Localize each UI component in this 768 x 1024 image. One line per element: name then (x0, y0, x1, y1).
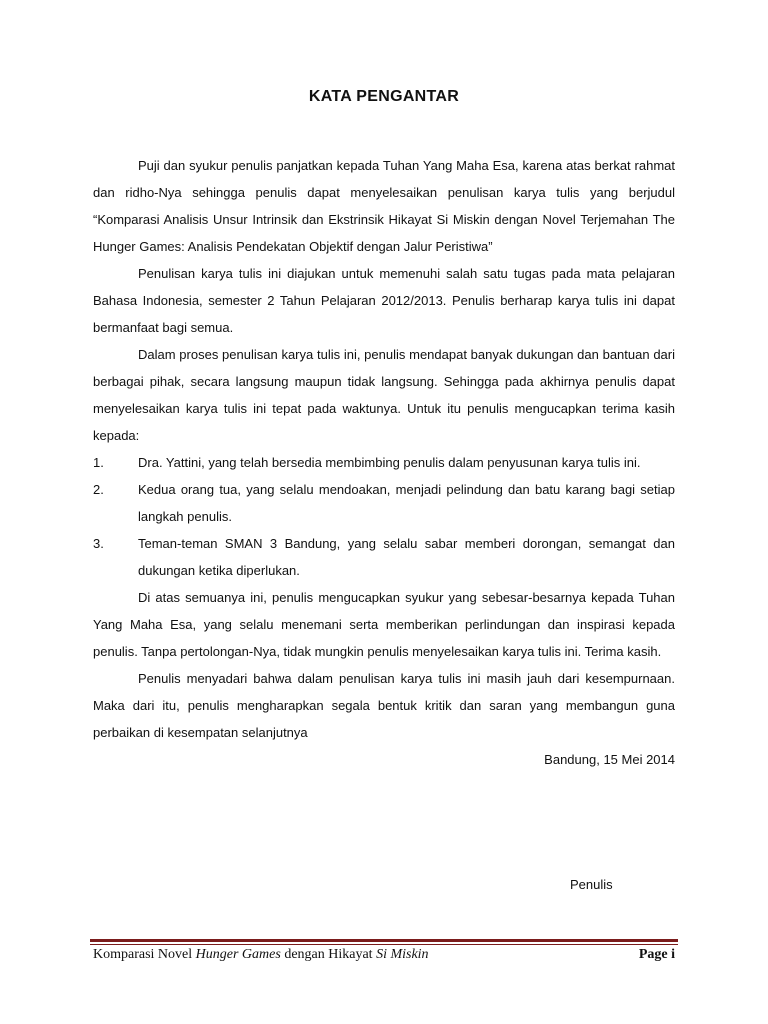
footer-text-italic: Hunger Games (195, 947, 281, 962)
footer-rule-thin (90, 944, 678, 945)
list-number: 2. (93, 482, 104, 497)
list-number: 1. (93, 455, 104, 470)
list-item (93, 530, 675, 584)
footer-text: Komparasi Novel (93, 947, 196, 962)
paragraph-gratitude: Di atas semuanya ini, penulis mengucapkan syukur yang sebesar-besarnya kepada Tuhan Yang Maha Esa, yang selalu menemani serta memberikan perlindungan dan inspirasi kepada penulis. Tanpa pertolongan-Nya, tidak mungkin penulis menyelesaikan karya tulis ini. Terima kasih. (93, 590, 675, 659)
footer-rule-thick (90, 939, 678, 942)
footer-text-italic: Si Miskin (376, 947, 429, 962)
list-item (93, 449, 675, 476)
date-line: Bandung, 15 Mei 2014 (544, 752, 675, 767)
page-title: KATA PENGANTAR (308, 88, 460, 105)
footer-title (93, 947, 429, 963)
paragraph-purpose: Penulisan karya tulis ini diajukan untuk memenuhi salah satu tugas pada mata pelajaran Bahasa Indonesia, semester 2 Tahun Pelajaran 2012/2013. Penulis berharap karya tulis ini dapat bermanfaat bagi semua. (93, 266, 675, 335)
thanks-list (93, 449, 675, 584)
paragraph-opening: Puji dan syukur penulis panjatkan kepada Tuhan Yang Maha Esa, karena atas berkat rahmat dan ridho-Nya sehingga penulis dapat menyelesaikan penulisan karya tulis yang berjudul “Komparasi Analisis Unsur Intrinsik dan Ekstrinsik Hikayat Si Miskin dengan Novel Terjemahan The Hunger Games: Analisis Pendekatan Objektif dengan Jalur Peristiwa” (93, 158, 675, 254)
document-body (93, 152, 675, 773)
list-item (93, 476, 675, 530)
signature: Penulis (570, 877, 613, 892)
list-item-text: Teman-teman SMAN 3 Bandung, yang selalu sabar memberi dorongan, semangat dan dukungan ketika diperlukan. (138, 536, 675, 578)
page-number: Page i (638, 947, 675, 962)
list-number: 3. (93, 536, 104, 551)
list-item-text: Kedua orang tua, yang selalu mendoakan, menjadi pelindung dan batu karang bagi setiap langkah penulis. (138, 482, 675, 524)
list-item-text: Dra. Yattini, yang telah bersedia membimbing penulis dalam penyusunan karya tulis ini. (138, 455, 641, 470)
paragraph-closing: Penulis menyadari bahwa dalam penulisan karya tulis ini masih jauh dari kesempurnaan. Maka dari itu, penulis mengharapkan segala bentuk kritik dan saran yang membangun guna perbaikan di kesempatan selanjutnya (93, 671, 675, 740)
footer-text: dengan Hikayat (280, 947, 377, 962)
page-footer (93, 947, 675, 963)
paragraph-support: Dalam proses penulisan karya tulis ini, penulis mendapat banyak dukungan dan bantuan dari berbagai pihak, secara langsung maupun tidak langsung. Sehingga pada akhirnya penulis dapat menyelesaikan karya tulis ini tepat pada waktunya. Untuk itu penulis mengucapkan terima kasih kepada: (93, 347, 675, 443)
